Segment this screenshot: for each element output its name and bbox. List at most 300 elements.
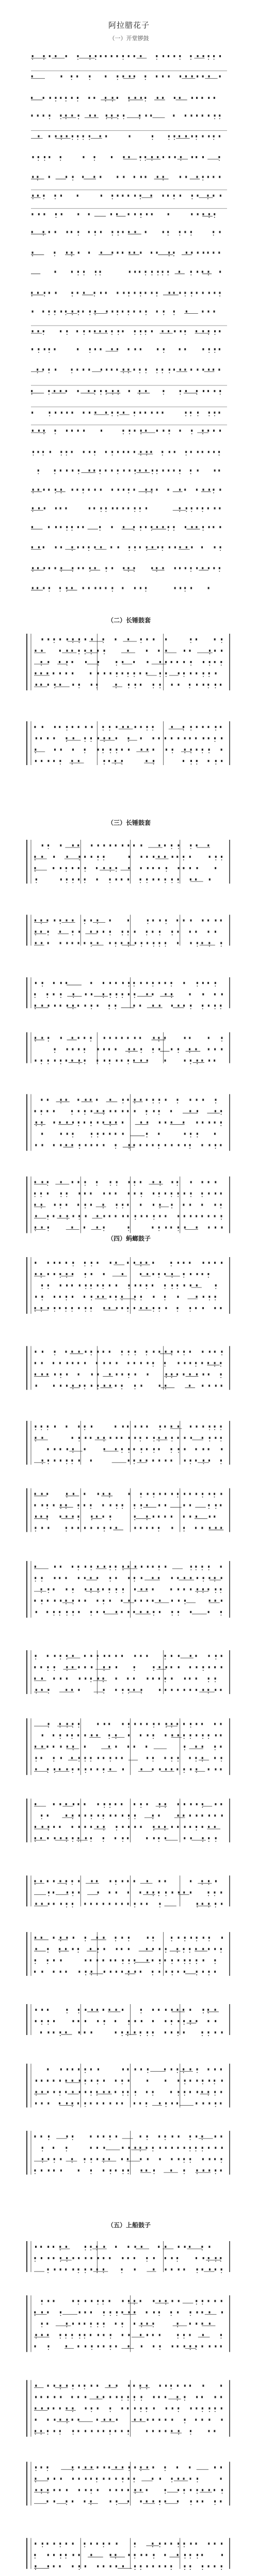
note-dot (117, 118, 118, 119)
note-mark (140, 982, 142, 984)
note-mark (190, 726, 192, 728)
note-mark (90, 2554, 92, 2556)
note-mark (153, 2268, 154, 2270)
note-mark (103, 2246, 105, 2248)
note-mark (88, 489, 90, 491)
note-mark (67, 1734, 68, 1736)
note-dot (219, 118, 220, 119)
note-mark (134, 1959, 135, 1961)
note-mark (140, 1600, 142, 1602)
note-mark (99, 330, 101, 332)
note-mark (94, 330, 95, 332)
note-dot (190, 2139, 191, 2140)
note-mark (35, 1768, 37, 1770)
note-mark (71, 1284, 73, 1286)
note-dot (128, 372, 129, 374)
note-mark (195, 931, 197, 933)
note-mark (85, 1837, 87, 1839)
note-mark (171, 1374, 172, 1376)
note-dot (166, 1726, 167, 1727)
note-mark (215, 1837, 217, 1839)
note-mark (189, 856, 191, 858)
note-mark (214, 2408, 216, 2410)
note-mark (46, 672, 48, 674)
note-dot (36, 2470, 37, 2471)
note-dot (184, 2024, 185, 2025)
note-mark (165, 2430, 166, 2432)
note-dot (41, 1114, 42, 1115)
note-mark (159, 1385, 160, 1387)
note-mark (94, 292, 95, 294)
note-mark (34, 1600, 36, 1602)
note-mark (140, 2565, 141, 2567)
note-mark (195, 1948, 197, 1950)
note-mark (139, 1437, 141, 1439)
note-mark (152, 2565, 154, 2567)
note-mark (49, 55, 51, 57)
note-mark (184, 368, 186, 370)
note-dot (66, 882, 67, 883)
note-mark (117, 469, 119, 471)
note-mark (147, 1362, 149, 1364)
note-mark (140, 867, 142, 869)
note-mark (184, 2080, 186, 2082)
note-mark (207, 430, 209, 432)
note-dot (115, 1008, 116, 1009)
note-mark (178, 1351, 179, 1353)
note-mark (162, 526, 164, 528)
note-mark (121, 2430, 123, 2432)
note-mark (128, 1437, 130, 1439)
note-dot (67, 2261, 68, 2262)
note-dot (72, 1114, 73, 1115)
note-dot (190, 2024, 191, 2025)
note-mark (49, 231, 50, 233)
note-mark (67, 1005, 68, 1007)
note-mark (171, 1448, 172, 1450)
note-dot (208, 1841, 209, 1842)
note-mark (179, 135, 180, 138)
note-mark (207, 684, 209, 686)
note-mark (195, 2419, 197, 2421)
note-mark (208, 1504, 209, 1506)
note-mark (103, 737, 105, 739)
note-mark (156, 469, 158, 471)
note-mark (127, 2031, 128, 2033)
note-mark (71, 1144, 73, 1146)
note-dot (54, 256, 55, 257)
note-mark (189, 1037, 190, 1039)
note-mark (94, 412, 96, 414)
note-dot (140, 1807, 141, 1808)
note-mark (164, 1959, 166, 1961)
note-mark (46, 2543, 48, 2545)
note-mark (91, 1734, 92, 1736)
note-mark (139, 2103, 141, 2105)
note-mark (208, 1611, 209, 1613)
note-mark (122, 1768, 124, 1770)
note-mark (77, 292, 78, 294)
note-mark (98, 2345, 99, 2347)
note-mark (123, 114, 124, 116)
note-mark (140, 1060, 142, 1062)
note-dot (203, 1581, 204, 1582)
note-mark (43, 567, 45, 569)
note-dot (158, 1230, 159, 1231)
note-mark (115, 1959, 116, 1961)
note-dot (135, 2095, 136, 2096)
note-mark (214, 650, 216, 652)
note-mark (158, 2246, 159, 2248)
note-mark (43, 213, 45, 215)
note-mark (202, 1757, 203, 1759)
note-mark (215, 982, 216, 984)
note-mark (197, 2069, 198, 2071)
note-mark (196, 292, 198, 294)
note-mark (91, 1273, 92, 1275)
note-dot (78, 314, 79, 315)
note-mark (207, 844, 209, 846)
note-mark (168, 330, 169, 332)
note-dot (95, 59, 96, 60)
note-mark (190, 1460, 191, 1462)
note-mark (47, 1215, 49, 1217)
note-mark (201, 2136, 203, 2138)
note-mark (140, 737, 142, 739)
note-dot (72, 882, 73, 883)
note-mark (60, 1181, 62, 1183)
note-mark (72, 878, 74, 880)
note-mark (90, 672, 91, 674)
note-mark (219, 330, 220, 332)
note-dot (186, 454, 187, 455)
note-mark (60, 1837, 61, 1839)
note-mark (35, 2430, 36, 2432)
note-mark (72, 1437, 73, 1439)
note-mark (122, 1273, 123, 1275)
note-mark (78, 2554, 80, 2556)
note-mark (79, 1677, 80, 1680)
note-dot (162, 372, 163, 374)
note-dot (95, 275, 96, 276)
note-mark (202, 1689, 204, 1691)
note-dot (36, 2337, 37, 2338)
note-mark (88, 587, 90, 589)
note-mark (128, 390, 130, 392)
note-mark (71, 760, 73, 762)
note-mark (105, 55, 107, 57)
note-mark (90, 1826, 92, 1828)
note-mark (133, 567, 135, 569)
note-mark (178, 1588, 179, 1590)
note-mark (214, 390, 215, 392)
note-dot (190, 1137, 191, 1138)
note-mark (127, 195, 129, 197)
note-mark (165, 1307, 167, 1309)
note-mark (133, 1005, 135, 1007)
note-mark (141, 1588, 142, 1590)
note-mark (202, 1837, 204, 1839)
note-dot (90, 2249, 91, 2250)
note-mark (176, 920, 178, 922)
note-dot (35, 1531, 36, 1532)
note-dot (185, 2557, 186, 2558)
note-dot (196, 1974, 197, 1975)
note-mark (197, 271, 198, 273)
note-dot (147, 1137, 148, 1138)
note-mark (72, 661, 73, 663)
note-dot (147, 1519, 148, 1520)
note-mark (90, 2323, 92, 2325)
note-mark (128, 1227, 130, 1229)
note-mark (97, 650, 99, 652)
note-mark (55, 97, 56, 99)
note-mark (47, 2396, 49, 2398)
note-mark (121, 2158, 123, 2160)
note-mark (35, 942, 37, 944)
note-mark (208, 2246, 210, 2248)
note-mark (197, 1273, 198, 1275)
note-mark (72, 1891, 74, 1893)
note-mark (203, 1959, 204, 1961)
note-mark (54, 2419, 55, 2421)
note-dot (172, 1615, 173, 1616)
note-mark (60, 1745, 62, 1748)
note-dot (184, 2173, 185, 2174)
note-mark (54, 195, 56, 197)
note-mark (152, 1677, 154, 1680)
note-dot (177, 1103, 178, 1104)
note-mark (134, 2489, 136, 2491)
note-mark (189, 2466, 190, 2468)
note-dot (163, 352, 164, 353)
note-mark (135, 1600, 136, 1602)
note-mark (215, 1903, 216, 1905)
note-mark (128, 2311, 130, 2313)
note-mark (151, 489, 153, 491)
note-mark (103, 2323, 105, 2325)
note-mark (59, 2408, 61, 2410)
note-mark (54, 390, 55, 392)
note-mark (168, 526, 169, 528)
note-mark (115, 2080, 117, 2082)
note-mark (90, 1655, 92, 1657)
note-dot (221, 2569, 222, 2570)
note-mark (170, 2170, 172, 2172)
note-mark (185, 176, 187, 178)
note-dot (213, 139, 214, 140)
note-mark (159, 1181, 161, 1183)
note-mark (189, 1374, 191, 1376)
note-mark (159, 1493, 160, 1495)
note-mark (221, 1577, 222, 1579)
note-mark (54, 1448, 55, 1450)
note-dot (110, 1125, 111, 1126)
note-mark (91, 2345, 92, 2347)
note-mark (40, 737, 42, 739)
note-mark (203, 55, 204, 57)
note-mark (72, 1903, 73, 1905)
note-mark (196, 489, 198, 491)
note-mark (53, 672, 54, 674)
note-mark (59, 638, 61, 640)
note-mark (53, 1385, 55, 1387)
note-dot (78, 2272, 79, 2273)
note-mark (53, 1745, 54, 1748)
note-mark (146, 1144, 148, 1146)
note-mark (196, 760, 198, 762)
note-mark (36, 2091, 37, 2093)
note-mark (202, 1307, 204, 1309)
note-mark (122, 993, 123, 995)
note-mark (97, 2080, 99, 2082)
note-mark (46, 1493, 48, 1495)
note-mark (121, 1655, 123, 1657)
note-mark (42, 1351, 43, 1353)
note-mark (47, 2408, 49, 2410)
note-dot (72, 2139, 73, 2140)
note-mark (140, 1273, 141, 1275)
note-mark (85, 2257, 86, 2259)
note-mark (78, 1437, 80, 1439)
note-mark (128, 867, 130, 869)
note-dot (184, 1738, 185, 1739)
note-dot (158, 1841, 159, 1842)
note-mark (183, 2170, 185, 2172)
note-mark (145, 526, 147, 528)
note-mark (183, 1204, 184, 1206)
note-dot (197, 2557, 198, 2558)
note-dot (122, 997, 123, 998)
note-mark (134, 1362, 135, 1364)
note-mark (214, 1493, 215, 1495)
note-mark (178, 1600, 180, 1602)
note-mark (165, 650, 167, 652)
note-mark (202, 1385, 203, 1387)
note-mark (77, 348, 78, 350)
note-mark (152, 2091, 154, 2093)
note-mark (78, 2385, 80, 2387)
note-mark (84, 1262, 86, 1264)
note-mark (54, 348, 55, 350)
note-mark (164, 1296, 166, 1298)
note-mark (140, 587, 141, 589)
note-dot (153, 1760, 154, 1761)
note-mark (165, 2031, 166, 2033)
note-mark (89, 330, 90, 332)
note-mark (171, 1516, 172, 1518)
note-mark (31, 75, 33, 77)
note-mark (197, 368, 198, 370)
note-mark (159, 1611, 160, 1613)
note-mark (170, 1460, 172, 1462)
note-mark (72, 844, 74, 846)
note-mark (165, 1837, 166, 1839)
note-mark (159, 2430, 160, 2432)
note-mark (128, 1600, 130, 1602)
note-dot (215, 1299, 216, 1300)
note-dot (91, 653, 92, 654)
note-dot (178, 1452, 179, 1453)
note-dot (66, 1311, 67, 1312)
note-mark (147, 661, 149, 663)
note-mark (140, 2158, 141, 2160)
note-mark (96, 2419, 98, 2421)
note-dot (208, 1895, 209, 1896)
note-mark (66, 1262, 67, 1264)
note-mark (66, 430, 68, 432)
note-mark (100, 271, 101, 273)
note-mark (141, 749, 142, 751)
note-mark (159, 1215, 160, 1217)
note-mark (139, 507, 141, 510)
note-mark (66, 2246, 67, 2248)
note-mark (220, 2466, 222, 2468)
note-mark (78, 1768, 79, 1770)
note-mark (104, 2020, 105, 2022)
note-mark (140, 2419, 141, 2421)
note-mark (103, 2091, 105, 2093)
note-mark (88, 251, 90, 253)
note-mark (35, 749, 36, 751)
note-mark (214, 1307, 216, 1309)
note-mark (77, 195, 78, 197)
note-mark (171, 1493, 173, 1495)
note-dot (116, 1508, 117, 1509)
note-dot (191, 764, 192, 765)
note-mark (171, 2257, 173, 2259)
note-mark (214, 661, 216, 663)
note-mark (213, 430, 215, 432)
note-mark (85, 2478, 87, 2480)
note-mark (71, 2158, 73, 2160)
note-mark (53, 2170, 55, 2172)
note-mark (147, 749, 148, 751)
note-mark (214, 1362, 216, 1364)
note-dot (128, 1452, 130, 1453)
note-dot (128, 100, 130, 101)
note-mark (190, 1723, 191, 1725)
note-mark (153, 1516, 154, 1518)
note-dot (191, 198, 192, 199)
note-dot (109, 2434, 110, 2435)
note-mark (85, 1768, 86, 1770)
note-mark (47, 1273, 49, 1275)
note-mark (158, 1527, 159, 1529)
note-mark (108, 2543, 110, 2545)
note-mark (46, 2500, 48, 2502)
note-dot (71, 256, 72, 257)
note-mark (146, 672, 148, 674)
note-mark (178, 1262, 179, 1264)
note-dot (60, 1508, 61, 1509)
note-mark (84, 1037, 85, 1039)
note-dot (128, 986, 130, 987)
note-mark (191, 75, 193, 77)
note-mark (208, 292, 210, 294)
note-dot (60, 2546, 61, 2547)
note-mark (53, 1215, 54, 1217)
note-mark (128, 749, 130, 751)
note-mark (72, 2091, 74, 2093)
note-mark (159, 1426, 161, 1428)
note-mark (72, 1362, 73, 1364)
note-mark (162, 451, 163, 453)
note-mark (100, 546, 102, 548)
note-mark (96, 931, 98, 933)
note-mark (173, 526, 174, 528)
note-mark (78, 1826, 80, 1828)
